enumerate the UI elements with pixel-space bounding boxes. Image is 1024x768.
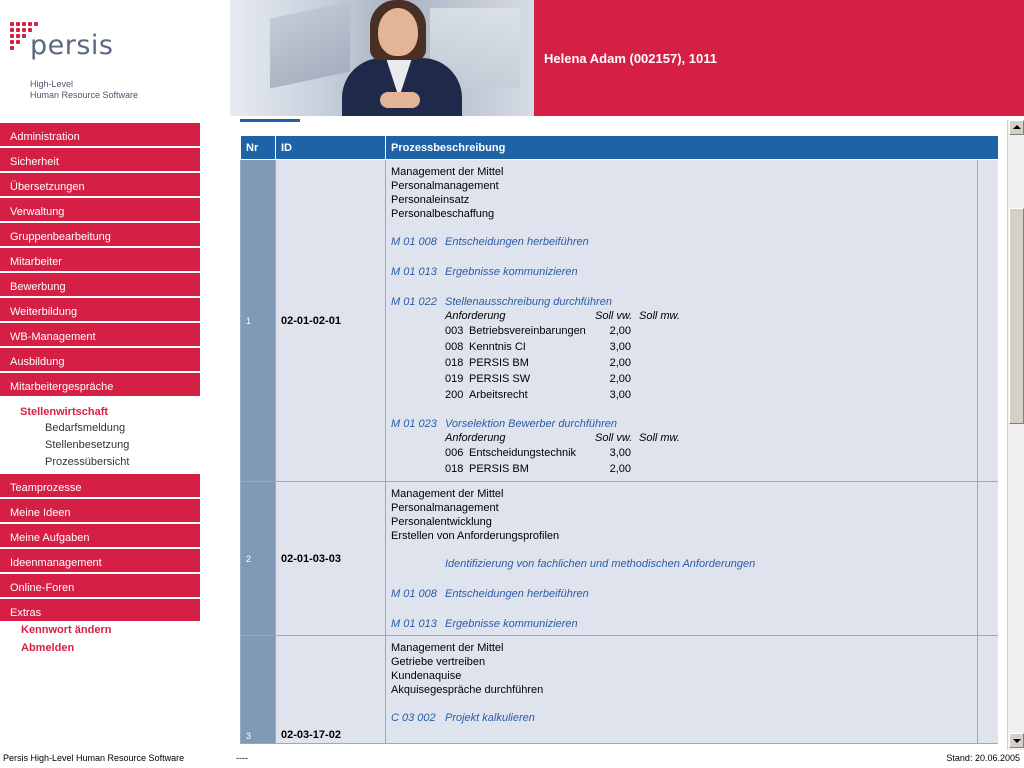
sidebar-item-verwaltung[interactable]: Verwaltung bbox=[0, 198, 200, 222]
row-nr: 3 bbox=[241, 636, 276, 744]
sidebar-item-stellenwirtschaft[interactable]: Stellenwirtschaft bbox=[0, 398, 200, 422]
row-id: 02-01-03-03 bbox=[276, 482, 386, 636]
logo-subtitle-line-2: Human Resource Software bbox=[30, 90, 139, 100]
subnav-stellenbesetzung[interactable]: Stellenbesetzung bbox=[45, 439, 130, 451]
content-accent-bar bbox=[240, 119, 300, 122]
requirement-row: 018 PERSIS BM 2,00 bbox=[445, 463, 631, 475]
table-row bbox=[241, 160, 999, 482]
table-row bbox=[241, 482, 999, 636]
scroll-thumb[interactable] bbox=[1009, 208, 1024, 424]
sidebar-item-gruppenbearbeitung[interactable]: Gruppenbearbeitung bbox=[0, 223, 200, 247]
sidebar-item-uebersetzungen[interactable]: Übersetzungen bbox=[0, 173, 200, 197]
column-header-nr[interactable]: Nr bbox=[241, 136, 276, 160]
sidebar-item-sicherheit[interactable]: Sicherheit bbox=[0, 148, 200, 172]
process-link[interactable]: M 01 023 Vorselektion Bewerber durchführen bbox=[391, 418, 618, 430]
sidebar-subnav bbox=[10, 420, 230, 471]
brand-area bbox=[0, 0, 230, 116]
sidebar-item-ausbildung[interactable]: Ausbildung bbox=[0, 348, 200, 372]
sidebar-item-ideenmanagement[interactable]: Ideenmanagement bbox=[0, 549, 200, 573]
sidebar-item-weiterbildung[interactable]: Weiterbildung bbox=[0, 298, 200, 322]
process-link[interactable]: M 01 008 Entscheidungen herbeiführen bbox=[391, 236, 589, 248]
desc-line: Personalentwicklung bbox=[391, 516, 492, 528]
sidebar-item-mitarbeiter[interactable]: Mitarbeiter bbox=[0, 248, 200, 272]
requirement-row: 008 Kenntnis CI 3,00 bbox=[445, 341, 631, 353]
sidebar-item-bewerbung[interactable]: Bewerbung bbox=[0, 273, 200, 297]
table-header-row bbox=[241, 136, 999, 160]
sidebar-item-teamprozesse[interactable]: Teamprozesse bbox=[0, 474, 200, 498]
process-link[interactable]: M 01 013 Ergebnisse kommunizieren bbox=[391, 266, 578, 278]
requirement-row: 018 PERSIS BM 2,00 bbox=[445, 357, 631, 369]
desc-line: Personalmanagement bbox=[391, 502, 499, 514]
footer-product: Persis High-Level Human Resource Software bbox=[3, 753, 185, 763]
scroll-down-icon[interactable] bbox=[1009, 733, 1024, 748]
desc-line: Erstellen von Anforderungsprofilen bbox=[391, 530, 560, 542]
requirement-row: 200 Arbeitsrecht 3,00 bbox=[445, 389, 631, 401]
footer-date: Stand: 20.06.2005 bbox=[946, 753, 1020, 763]
subnav-prozessuebersicht[interactable]: Prozessübersicht bbox=[45, 456, 130, 468]
extras-subnav bbox=[0, 621, 200, 657]
requirements-header: Anforderung Soll vw. Soll mw. bbox=[445, 432, 680, 444]
logo-subtitle bbox=[30, 79, 138, 101]
sidebar-item-extras[interactable]: Extras bbox=[0, 599, 200, 623]
user-band bbox=[534, 0, 1024, 116]
header-photo bbox=[230, 0, 534, 116]
scroll-up-icon[interactable] bbox=[1009, 120, 1024, 135]
process-link[interactable]: M 01 008 Entscheidungen herbeiführen bbox=[391, 588, 589, 600]
process-link[interactable]: M 01 022 Stellenausschreibung durchführen bbox=[391, 296, 612, 308]
sidebar-nav bbox=[0, 120, 230, 750]
sidebar-item-meine-ideen[interactable]: Meine Ideen bbox=[0, 499, 200, 523]
sidebar-item-administration[interactable]: Administration bbox=[0, 123, 200, 147]
row-nr: 2 bbox=[241, 482, 276, 636]
logo-text: persis bbox=[30, 30, 114, 61]
subnav-kennwort-aendern[interactable]: Kennwort ändern bbox=[21, 624, 112, 636]
column-header-id[interactable]: ID bbox=[276, 136, 386, 160]
requirement-row: 003 Betriebsvereinbarungen 2,00 bbox=[445, 325, 631, 337]
column-header-desc[interactable]: Prozessbeschreibung bbox=[386, 136, 999, 160]
desc-line: Management der Mittel bbox=[391, 488, 504, 500]
user-info: Helena Adam (002157), 1011 bbox=[544, 51, 717, 66]
sidebar-item-online-foren[interactable]: Online-Foren bbox=[0, 574, 200, 598]
desc-line: Personalmanagement bbox=[391, 180, 499, 192]
logo-subtitle-line-1: High-Level bbox=[30, 79, 74, 89]
desc-line: Kundenaquise bbox=[391, 670, 462, 682]
desc-line: Personalbeschaffung bbox=[391, 208, 495, 220]
vertical-scrollbar[interactable] bbox=[1007, 120, 1024, 750]
row-nr: 1 bbox=[241, 160, 276, 482]
header bbox=[0, 0, 1024, 116]
sidebar-item-meine-aufgaben[interactable]: Meine Aufgaben bbox=[0, 524, 200, 548]
desc-line: Akquisegespräche durchführen bbox=[391, 684, 544, 696]
requirement-row: 019 PERSIS SW 2,00 bbox=[445, 373, 631, 385]
requirement-row: 006 Entscheidungstechnik 3,00 bbox=[445, 447, 631, 459]
row-description bbox=[386, 482, 978, 636]
process-link[interactable]: M 01 013 Ergebnisse kommunizieren bbox=[391, 618, 578, 630]
process-table-container bbox=[240, 135, 998, 748]
row-id: 02-01-02-01 bbox=[276, 160, 386, 482]
process-link[interactable]: C 03 002 Projekt kalkulieren bbox=[391, 712, 535, 724]
table-row bbox=[241, 636, 999, 744]
requirements-header: Anforderung Soll vw. Soll mw. bbox=[445, 310, 680, 322]
desc-line: Getriebe vertreiben bbox=[391, 656, 486, 668]
sidebar-item-mitarbeitergespraeche[interactable]: Mitarbeitergespräche bbox=[0, 373, 200, 397]
desc-line: Management der Mittel bbox=[391, 166, 504, 178]
sidebar-item-wb-management[interactable]: WB-Management bbox=[0, 323, 200, 347]
desc-line: Personaleinsatz bbox=[391, 194, 470, 206]
desc-line: Management der Mittel bbox=[391, 642, 504, 654]
row-description bbox=[386, 636, 978, 744]
process-link[interactable]: Identifizierung von fachlichen und methodischen Anforderungen bbox=[445, 558, 756, 570]
row-description bbox=[386, 160, 978, 482]
process-table bbox=[240, 135, 998, 744]
subnav-bedarfsmeldung[interactable]: Bedarfsmeldung bbox=[45, 422, 126, 434]
footer bbox=[0, 750, 1024, 768]
footer-separator: ---- bbox=[236, 753, 248, 763]
subnav-abmelden[interactable]: Abmelden bbox=[21, 642, 75, 654]
row-id: 02-03-17-02 bbox=[276, 636, 386, 744]
